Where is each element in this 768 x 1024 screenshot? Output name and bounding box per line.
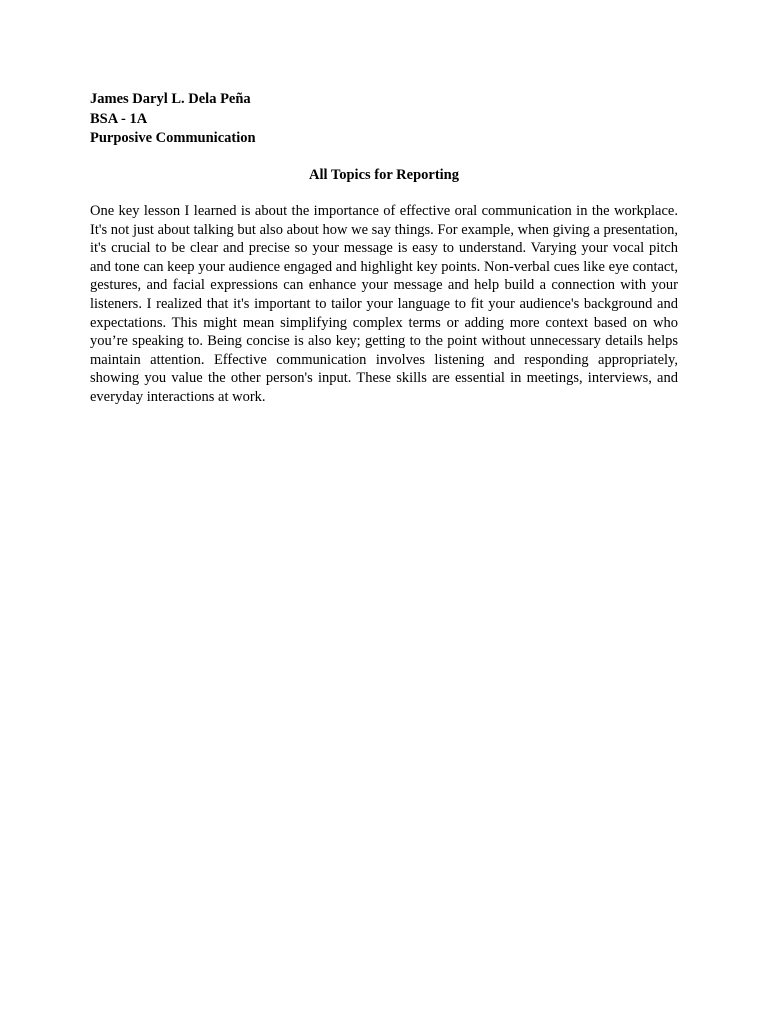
course-name: Purposive Communication [90,130,256,146]
document-title: All Topics for Reporting [309,166,459,183]
author-name: James Daryl L. Dela Peña [90,91,251,107]
document-content [90,90,678,407]
body-paragraph: One key lesson I learned is about the importance of effective oral communication in the workplace. It's not just about talking but also about how we say things. For example, when giving a presentation, it's crucial to be clear and precise so your message is easy to understand. Varying your vocal pitch and tone can keep your audience engaged and highlight key points. Non-verbal cues like eye contact, gestures, and facial expressions can enhance your message and help build a connection with your listeners. I realized that it's important to tailor your language to fit your audience's background and expectations. This might mean simplifying complex terms or adding more context based on who you’re speaking to. Being concise is also key; getting to the point without unnecessary details helps maintain attention. Effective communication involves listening and responding appropriately, showing you value the other person's input. These skills are essential in meetings, interviews, and everyday interactions at work. [90,203,678,405]
section-label: BSA - 1A [90,110,148,127]
